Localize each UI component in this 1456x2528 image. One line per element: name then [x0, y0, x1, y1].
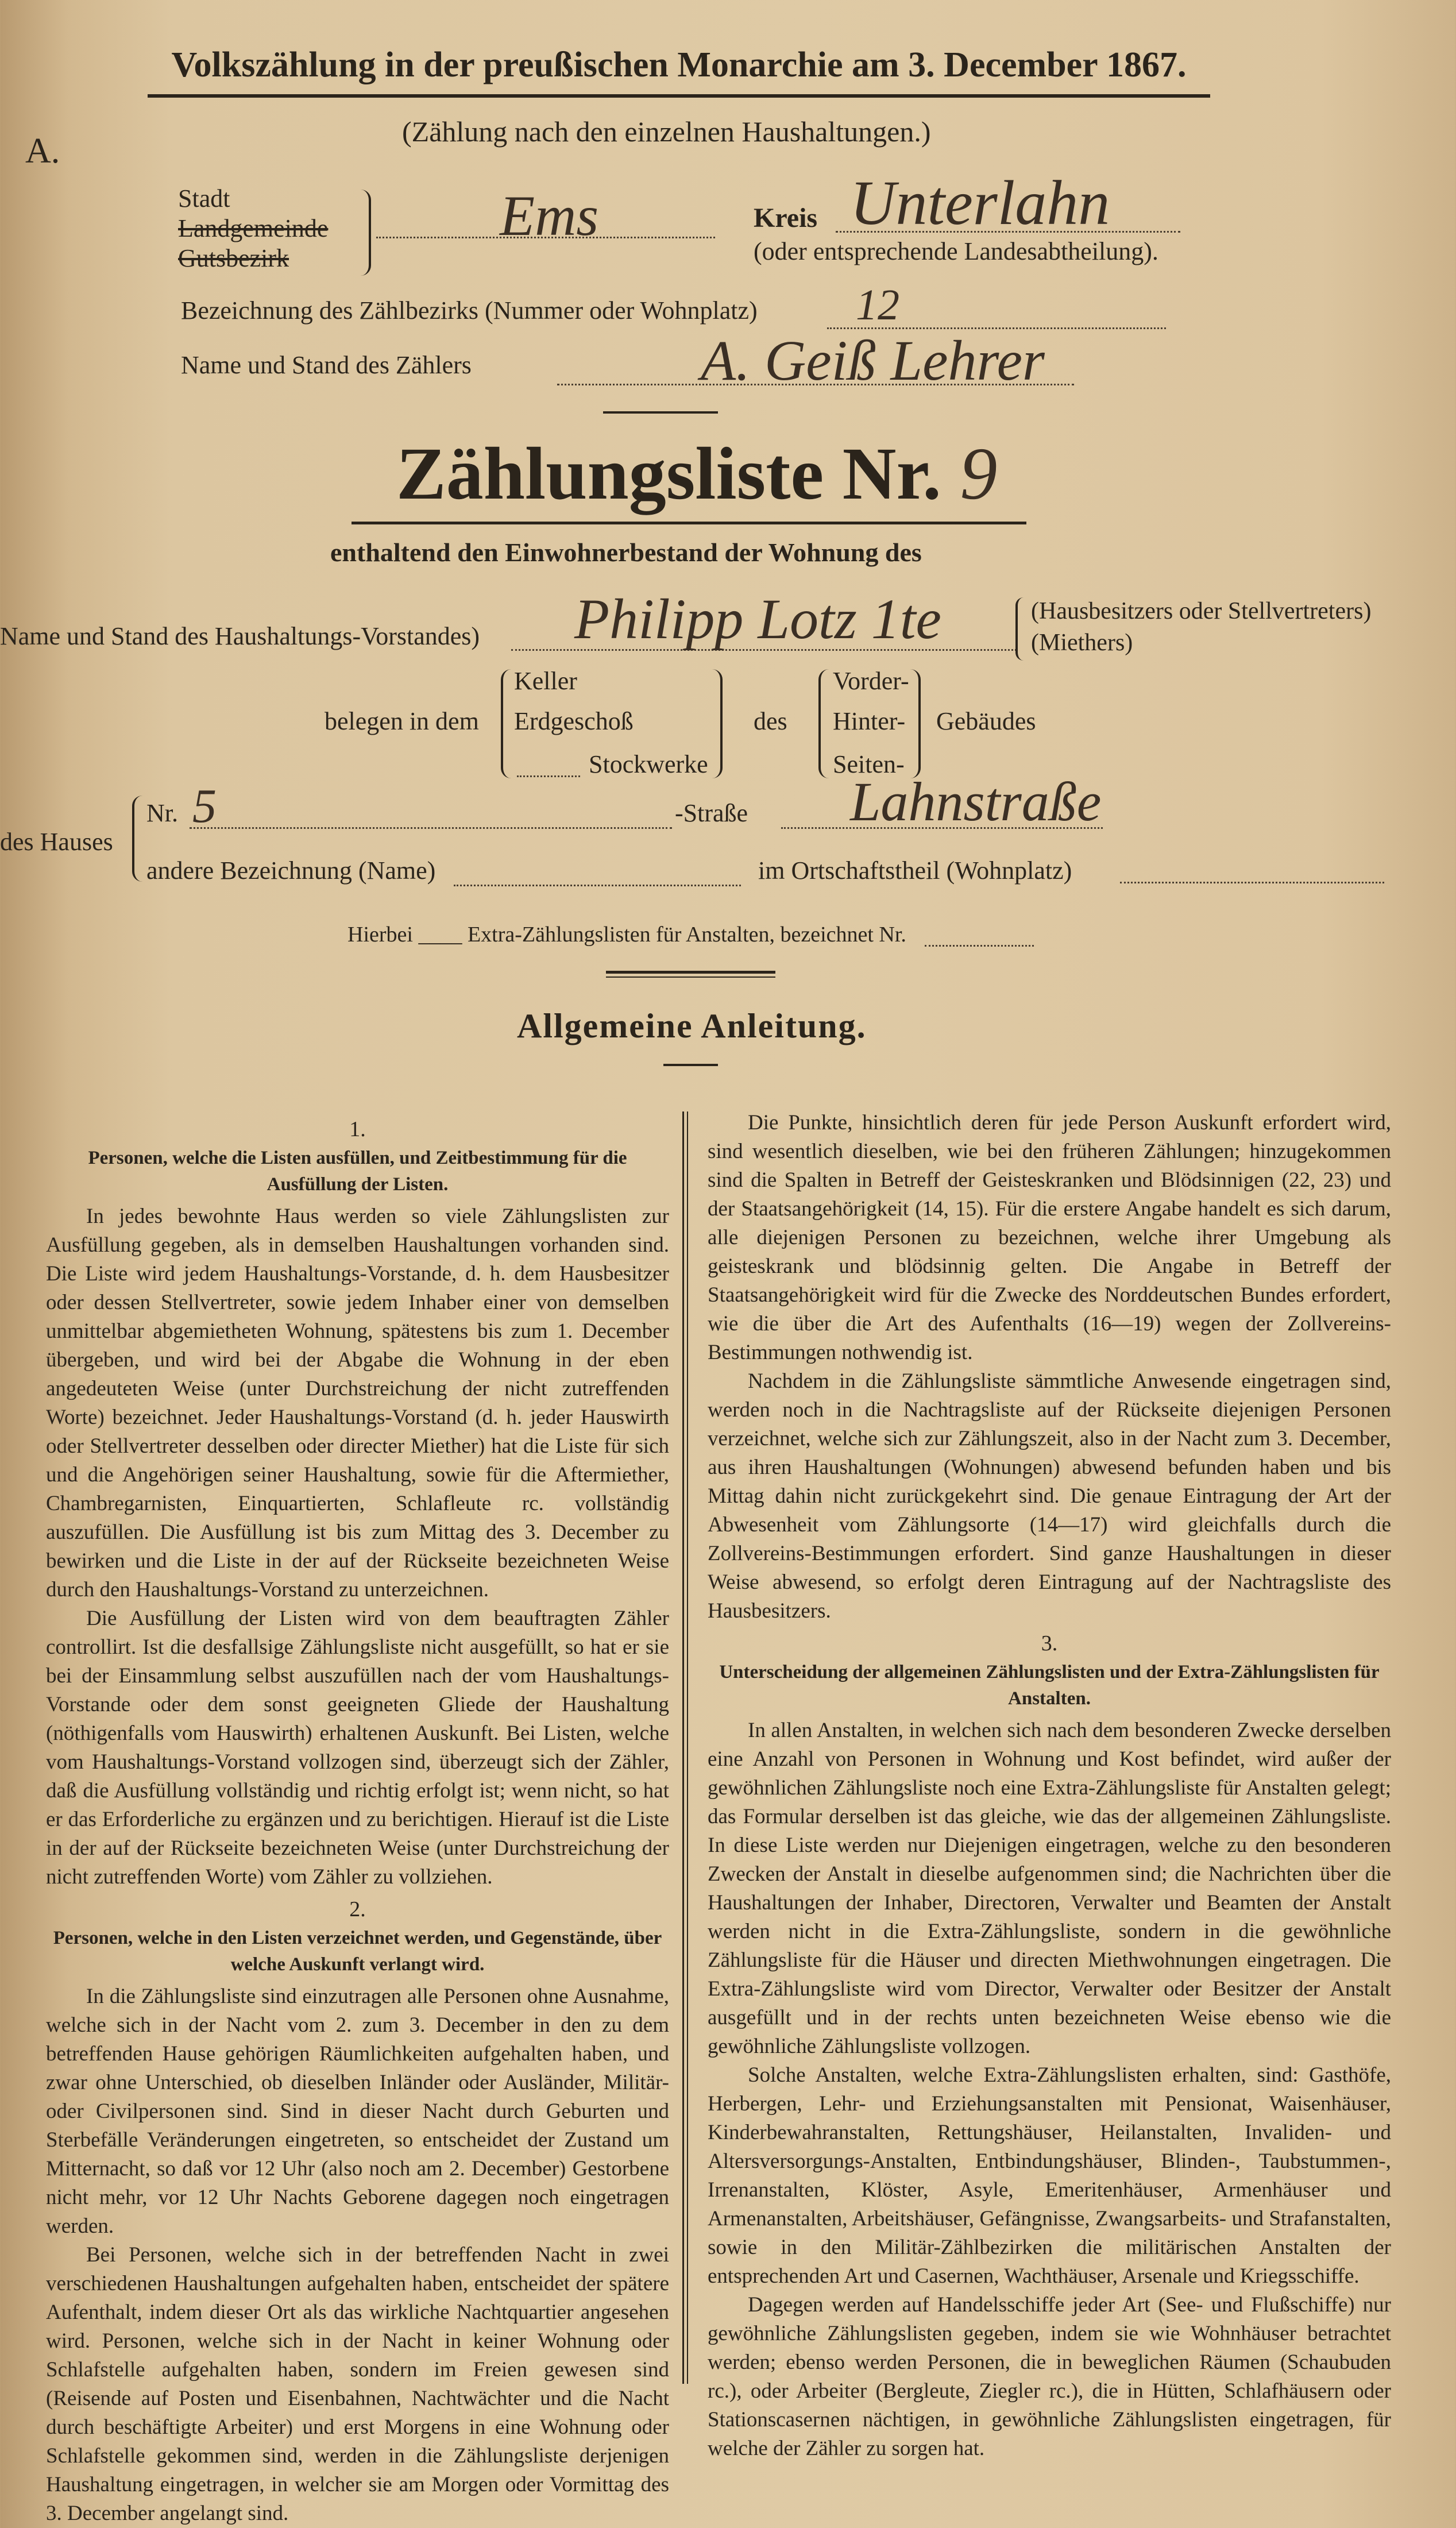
- other-name-line: [454, 885, 741, 886]
- strasse-label: -Straße: [675, 799, 748, 827]
- enumerator-value: A. Geiß Lehrer: [701, 329, 1045, 392]
- paragraph: In jedes bewohnte Haus werden so viele Zählungslisten zur Ausfüllung gegeben, als in demselben Haushaltungen vorhanden sind. Die Liste wird jedem Haushaltungs-Vorstande, d. h. dem Hausbesitzer oder dessen Stellvertreter, sowie jedem Inhaber einer von demselben unmittelbar abgemietheten Wohnung, spätestens bis zum 1. December übergeben, und wird bei der Abgabe die Wohnung in der eben angedeuteten Weise (unter Durchstreichung der nicht zutreffenden Worte) bezeichnet. Jeder Haushaltungs-Vorstand (d. h. jeder Hauswirth oder Stellvertreter desselben oder directer Miether) hat die Liste für sich und die Angehörigen seiner Haushaltung, sowie für die Aftermiether, Chambregarnisten, Einquartierten, Schlafleute rc. vollständig auszufüllen. Die Ausfüllung ist bis zum Mittag des 3. December zu bewirken und die Liste in der auf der Rückseite bezeichneten Weise durch den Haushaltungs-Vorstand zu unterzeichnen.: [46, 1205, 669, 1601]
- household-value: Philipp Lotz 1te: [574, 587, 941, 651]
- location-brace: [361, 190, 371, 276]
- instructions-rule: [663, 1064, 718, 1066]
- paragraph: Solche Anstalten, welche Extra-Zählungslisten erhalten, sind: Gasthöfe, Herbergen, Lehr- und Erziehungsanstalten mit Pensionat, Waisenhäuser, Kinderbewahranstalten, Rettungshäuser, Heilanstalten, Invaliden- und Altersversorgungs-Anstalten, Entbindungshäuser, Blinden-, Taubstummen-, Irrenanstalten, Klöster, Asyle, Emeritenhäuser, Armenhäuser und Armenanstalten, Arbeitshäuser, Gefängnisse, Zwangsarbeits- und Strafanstalten, sowie in den Militär-Zählbezirken die militärischen Anstalten der entsprechenden Art und Casernen, Wachthäuser, Arsenale und Kriegsschiffe.: [708, 2063, 1391, 2288]
- floors-brace-right: [712, 669, 723, 778]
- strasse-value: Lahnstraße: [850, 771, 1102, 832]
- side-hinter: Hinter-: [833, 707, 906, 735]
- extra-lists-nr-line: [925, 945, 1034, 947]
- sides-brace-right: [910, 669, 921, 778]
- place-value: Ems: [500, 184, 599, 248]
- enumerator-label: Name und Stand des Zählers: [181, 351, 472, 379]
- floor-number-line: [517, 775, 580, 777]
- role-tenant: (Miethers): [1031, 630, 1133, 656]
- role-owner: (Hausbesitzers oder Stellvertreters): [1031, 598, 1372, 624]
- house-nr-label: Nr.: [146, 799, 178, 827]
- form-subtitle: (Zählung nach den einzelnen Haushaltungen.): [402, 115, 931, 148]
- kreis-value: Unterlahn: [850, 168, 1110, 238]
- floors-brace-left: [501, 669, 511, 778]
- section-3-number: 3.: [1041, 1631, 1058, 1655]
- kreis-label: Kreis: [754, 203, 818, 233]
- instructions-title: Allgemeine Anleitung.: [517, 1007, 867, 1045]
- title-rule: [148, 94, 1210, 98]
- list-title-text: Zählungsliste Nr.: [396, 433, 941, 515]
- house-brace: [132, 796, 142, 882]
- separator: [603, 411, 718, 414]
- double-rule-top: [606, 971, 775, 974]
- column-divider-2: [687, 1111, 688, 2384]
- ortsteil-line: [1120, 882, 1384, 883]
- gutsbezirk-struck: Gutsbezirk: [178, 244, 289, 272]
- instructions-left-column: [46, 1111, 669, 2528]
- list-title: [396, 431, 997, 517]
- section-3-heading: Unterscheidung der allgemeinen Zählungslisten und der Extra-Zählungslisten für Anstalten.: [719, 1662, 1380, 1709]
- floor-keller: Keller: [514, 667, 577, 695]
- paragraph: Die Ausfüllung der Listen wird von dem beauftragten Zähler controllirt. Ist die desfallsige Zählungsliste nicht ausgefüllt, so hat er sie bei der Einsammlung selbst auszufüllen nach der vom Haushaltungs-Vorstande oder dem sonst geeigneten Gliede der Haushaltung (nöthigenfalls vom Hauswirth) erhaltenen Auskunft. Bei Listen, welche vom Haushaltungs-Vorstand vollzogen sind, überzeugt sich der Zähler, daß die Ausfüllung vollständig und richtig erfolgt ist; wenn nicht, so hat er das Erforderliche zu ergänzen und zu berichtigen. Hierauf ist die Liste in der auf der Rückseite bezeichneten Weise (unter Durchstreichung der nicht zutreffenden Worte) vom Zähler zu vollziehen.: [46, 1607, 669, 1889]
- house-nr-value: 5: [192, 779, 217, 833]
- district-label: Bezeichnung des Zählbezirks (Nummer oder Wohnplatz): [181, 296, 758, 325]
- section-2-number: 2.: [349, 1897, 366, 1921]
- role-brace: [1015, 597, 1024, 661]
- paragraph: In allen Anstalten, in welchen sich nach dem besonderen Zwecke derselben eine Anzahl von Personen in Wohnung und Kost befindet, wird außer der gewöhnlichen Zählungsliste noch eine Extra-Zählungsliste für Anstalten gelegt; das Formular derselben ist das gleiche, wie das der allgemeinen Zählungsliste. In diese Liste werden nur Diejenigen eingetragen, welche zu den besonderen Zwecken der Anstalt in dieselbe aufgenommen sind; die Nachrichten über die Haushaltungen der Inhaber, Directoren, Verwalter und Beamten der Anstalt werden nicht in die Extra-Zählungsliste, sondern in die gewöhnliche Zählungsliste für die Häuser und directen Miethwohnungen eingetragen. Die Extra-Zählungsliste wird vom Director, Verwalter oder Besitzer der Anstalt ausgefüllt und in der rechts unten bezeichneten Weise ebenso wie die gewöhnliche Zählungsliste vollzogen.: [708, 1719, 1391, 2058]
- extra-lists-line: Hierbei ____ Extra-Zählungslisten für Anstalten, bezeichnet Nr.: [347, 923, 906, 947]
- gutsbezirk-label: [178, 244, 289, 273]
- belegen-label: belegen in dem: [325, 707, 479, 735]
- paragraph: Bei Personen, welche sich in der betreffenden Nacht in zwei verschiedenen Haushaltungen aufgehalten haben, entscheidet der spätere Aufenthalt, indem dieser Ort als das wirkliche Nachtquartier angesehen wird. Personen, welche sich in der Nacht in keiner Wohnung oder Schlafstelle aufgehalten haben, sondern im Freien gewesen sind (Reisende auf Posten und Eisenbahnen, Nachtwächter und die Nacht durch beschäftigte Arbeiter) und erst Morgens in eine Wohnung oder Schlafstelle gekommen sind, werden in die Zählungsliste derjenigen Haushaltung eingetragen, in welcher sie am Morgen oder Vormittag des 3. December angelangt sind.: [46, 2243, 669, 2525]
- section-1-number: 1.: [349, 1117, 366, 1141]
- house-nr-line: [190, 827, 672, 829]
- section-1-heading: Personen, welche die Listen ausfüllen, und Zeitbestimmung für die Ausfüllung der Listen.: [88, 1148, 627, 1195]
- side-seiten: Seiten-: [833, 750, 905, 778]
- household-label: Name und Stand des Haushaltungs-Vorstandes): [0, 622, 480, 650]
- kreis-note: (oder entsprechende Landesabtheilung).: [754, 237, 1158, 265]
- floor-stockwerke: Stockwerke: [589, 750, 708, 778]
- paragraph: In die Zählungsliste sind einzutragen alle Personen ohne Ausnahme, welche sich in der Nacht vom 2. zum 3. December in den zu dem betreffenden Hause gehörigen Räumlichkeiten aufgehalten haben, und zwar ohne Unterschied, ob dieselben Inländer oder Ausländer, Militär- oder Civilpersonen sind. Sind in dieser Nacht durch Geburten und Sterbefälle Veränderungen eingetreten, so entscheidet der Zustand um Mitternacht, so daß vor 12 Uhr (also noch am 2. December) Gestorbene nicht mehr, vor 12 Uhr Nachts Geborene dagegen noch eingetragen werden.: [46, 1985, 669, 2238]
- double-rule-bottom: [606, 977, 775, 978]
- district-value: 12: [856, 281, 899, 329]
- document-title: Volkszählung in der preußischen Monarchie am 3. December 1867.: [171, 45, 1187, 84]
- list-subtitle: enthaltend den Einwohnerbestand der Wohnung des: [330, 538, 922, 567]
- gebaeude-label: Gebäudes: [936, 707, 1036, 735]
- list-number: 9: [960, 433, 998, 515]
- side-vorder: Vorder-: [833, 667, 909, 695]
- paragraph: Nachdem in die Zählungsliste sämmtliche Anwesende eingetragen sind, werden noch in die Nachtragsliste auf der Rückseite diejenigen Personen verzeichnet, welche sich zur Zählungszeit, also in der Nacht zum 3. December, aus ihren Haushaltungen (Wohnungen) abwesend befunden haben und bis Mittag dahin nicht zurückgekehrt sind. Die genaue Eintragung der Art der Abwesenheit vom Zählungsorte (14—17) wird gleichfalls durch die Zollvereins-Bestimmungen erfordert. Sind ganze Haushaltungen in dieser Weise abwesend, so erfolgt deren Eintragung auf der Nachtragsliste des Hausbesitzers.: [708, 1369, 1391, 1623]
- form-letter: A.: [25, 132, 60, 171]
- floor-erdgeschoss: Erdgeschoß: [514, 707, 634, 735]
- ortsteil-label: im Ortschaftstheil (Wohnplatz): [758, 856, 1072, 885]
- paragraph: Dagegen werden auf Handelsschiffe jeder Art (See- und Flußschiffe) nur gewöhnliche Zählungslisten gegeben, indem sie wie Wohnhäuser betrachtet werden; ebenso werden Personen, die in beweglichen Räumen (Schaubuden rc.), oder Arbeiter (Bergleute, Ziegler rc.), die in Hütten, Schlafhäusern oder Stationscasernen nächtigen, in gewöhnliche Zählungslisten eingetragen, für welche der Zähler zu sorgen hat.: [708, 2293, 1391, 2460]
- sides-brace-left: [818, 669, 829, 778]
- section-2-heading: Personen, welche in den Listen verzeichnet werden, und Gegenstände, über welche Auskunft verlangt wird.: [53, 1928, 662, 1975]
- instructions-right-column: [708, 1109, 1391, 2463]
- landgemeinde-struck: Landgemeinde: [178, 214, 329, 242]
- des-label: des: [754, 707, 787, 735]
- paragraph: Die Punkte, hinsichtlich deren für jede Person Auskunft erfordert wird, sind wesentlich dieselben, wie bei den früheren Zählungen; hinzugekommen sind die Spalten in Betreff der Geisteskranken und Blödsinnigen (22, 23) und der Staatsangehörigkeit (14, 15). Für die erstere Angabe handelt es sich darum, alle diejenigen Personen zu bezeichnen, welche ihrer Umgebung als geisteskrank und blödsinnig gelten. Die Angabe in Betreff der Staatsangehörigkeit wird für die Zwecke des Norddeutschen Bundes erfordert, wie die über die Art des Aufenthalts (16—19) wegen der Zollvereins-Bestimmungen nothwendig ist.: [708, 1111, 1391, 1364]
- landgemeinde-label: [178, 214, 328, 243]
- house-label: des Hauses: [0, 828, 113, 856]
- list-title-rule: [352, 522, 1026, 524]
- stadt-label: Stadt: [178, 184, 230, 213]
- other-name-label: andere Bezeichnung (Name): [146, 856, 436, 885]
- column-divider: [682, 1111, 684, 2384]
